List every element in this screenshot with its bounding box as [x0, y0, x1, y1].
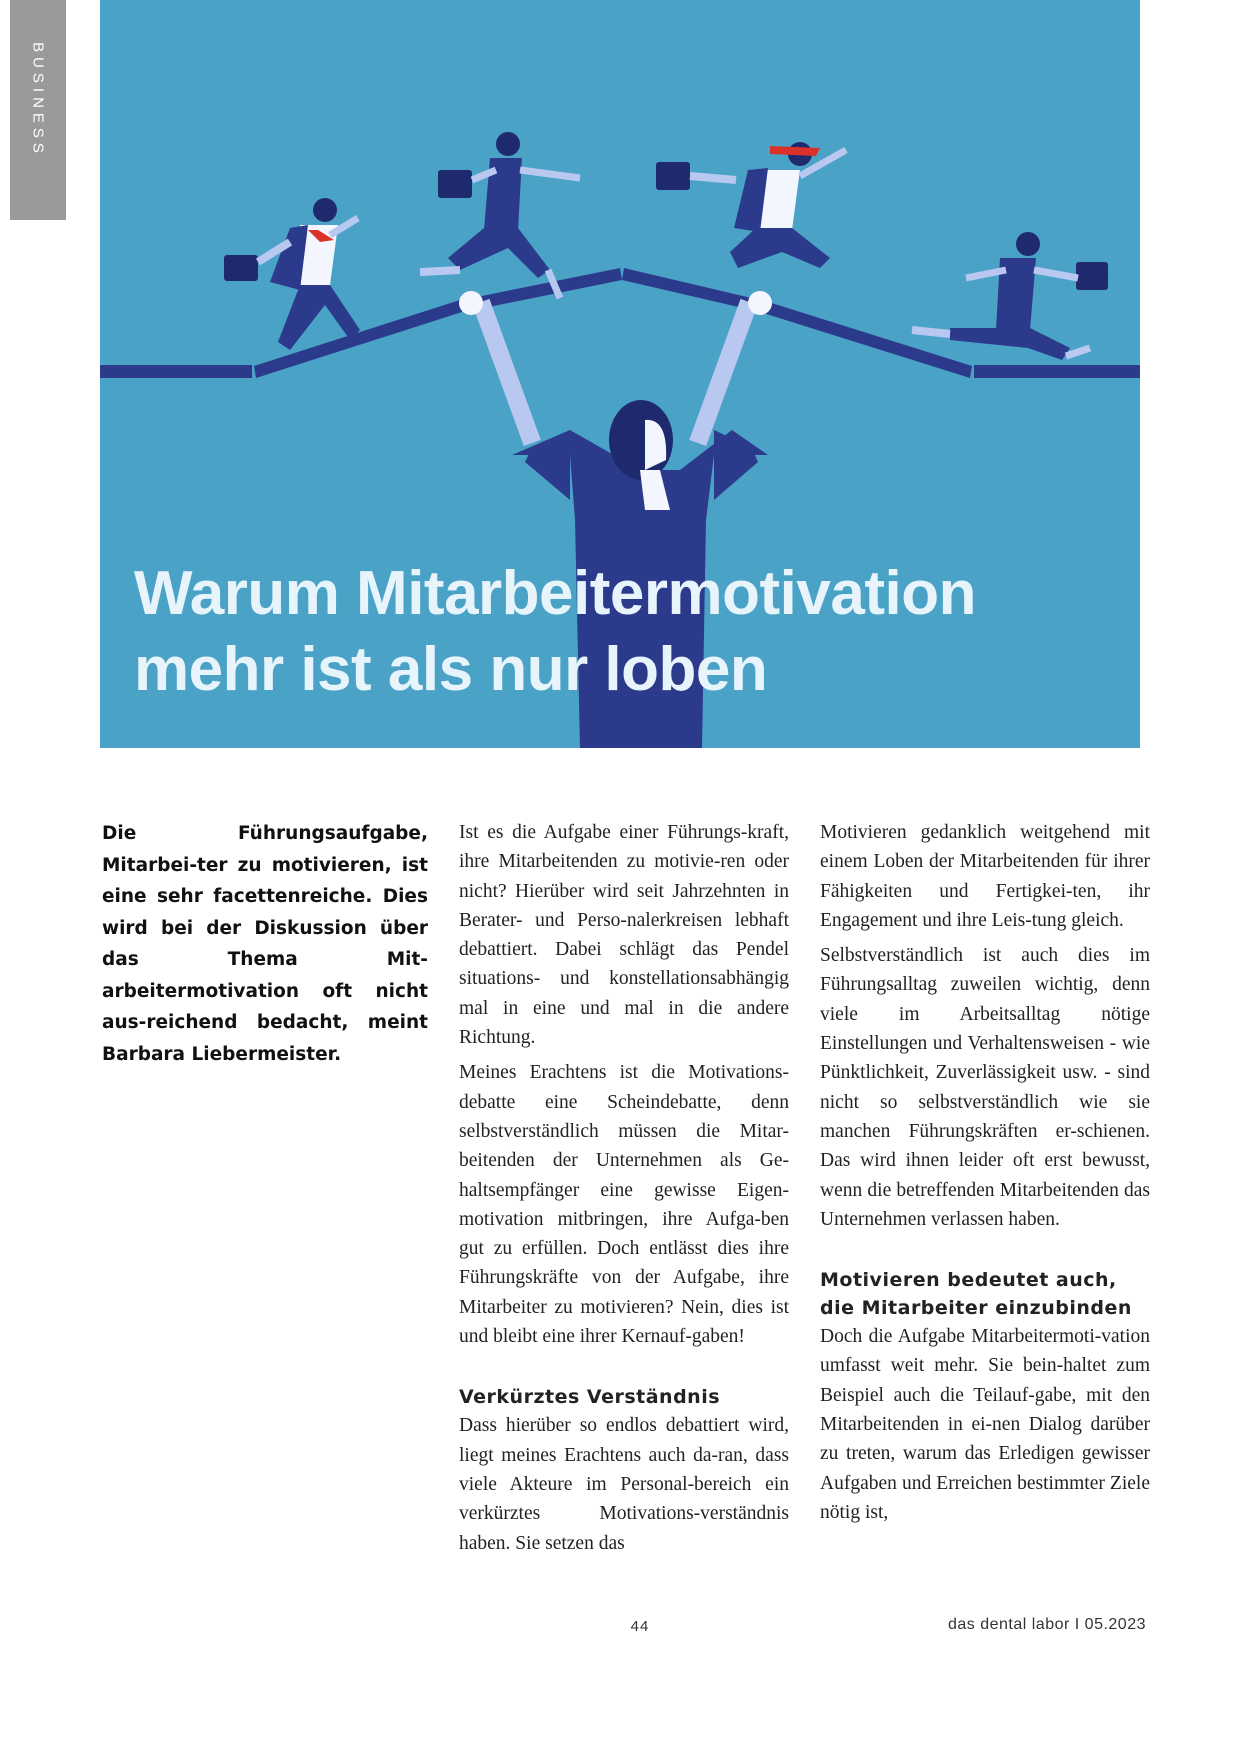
hero-illustration	[100, 0, 1140, 748]
column-right	[820, 818, 1150, 1533]
column-intro	[102, 818, 428, 1076]
section-tab	[10, 0, 66, 220]
paragraph: Doch die Aufgabe Mitarbeitermoti-vation umfasst weit mehr. Sie bein-haltet zum Beispiel auch die Teilauf-gabe, mit den Mitarbeitenden in ei-nen Dialog darüber zu treten, warum das Erledigen gewisser Aufgaben und Erreichen bestimmter Ziele nötig ist,	[820, 1326, 1150, 1523]
section-tab-label: BUSINESS	[29, 42, 47, 158]
magazine-issue: das dental labor I 05.2023	[947, 1616, 1146, 1633]
paragraph: Ist es die Aufgabe einer Führungs-kraft, ihre Mitarbeitenden zu motivie-ren oder nicht? Hierüber wird seit Jahrzehnten in Berater- und Perso-nalerkreisen lebhaft debattiert. Dabei schlägt das Pendel situations- und konstellationsabhängig mal in eine und mal in die andere Richtung.	[459, 822, 789, 1049]
subheading-line-2: die Mitarbeiter einzubinden	[820, 1297, 1132, 1320]
page-number: 44	[630, 1618, 650, 1635]
paragraph: Dass hierüber so endlos debattiert wird, liegt meines Erachtens auch da-ran, dass viele Akteure im Personal-bereich ein verkürztes Motivations-verständnis haben. Sie setzen das	[459, 1415, 789, 1554]
subheading-line-1: Motivieren bedeutet auch,	[820, 1269, 1117, 1292]
headline-line-2: mehr ist als nur loben	[134, 635, 768, 704]
subheading: Verkürztes Verständnis	[459, 1386, 721, 1409]
column-middle	[459, 818, 789, 1564]
paragraph: Motivieren gedanklich weitgehend mit einem Loben der Mitarbeitenden für ihrer Fähigkeiten und Fertigkei-ten, ihr Engagement und ihre Leis-tung gleich.	[820, 822, 1150, 931]
subheading	[820, 1266, 1150, 1322]
headline-line-1: Warum Mitarbeitermotivation	[134, 559, 976, 628]
intro-teaser: Die Führungsaufgabe, Mitarbei-ter zu motivieren, ist eine sehr facettenreiche. Dies wird bei der Diskussion über das Thema Mit-arbeitermotivation oft nicht aus-reichend bedacht, meint Barbara Liebermeister.	[102, 823, 428, 1065]
paragraph: Meines Erachtens ist die Motivations-debatte eine Scheindebatte, denn selbstverständlich müssen die Mitar-beitenden der Unternehmen als Ge-haltsempfänger eine gewisse Eigen-motivation mitbringen, ihre Aufga-ben gut zu erfüllen. Doch entlässt dies ihre Führungskräfte von der Aufgabe, ihre Mitarbeiter zu motivieren? Nein, dies ist und bleibt eine ihrer Kernauf-gaben!	[459, 1062, 789, 1348]
article-headline	[134, 556, 976, 708]
paragraph: Selbstverständlich ist auch dies im Führungsalltag zuweilen wichtig, denn viele im Arbeitsalltag nötige Einstellungen und Verhaltensweisen - wie Pünktlichkeit, Zuverlässigkeit usw. - sind nicht so selbstverständlich wie sie manchen Führungskräften er-schienen. Das wird ihnen leider oft erst bewusst, wenn die betreffenden Mitarbeitenden das Unternehmen verlassen haben.	[820, 945, 1150, 1230]
